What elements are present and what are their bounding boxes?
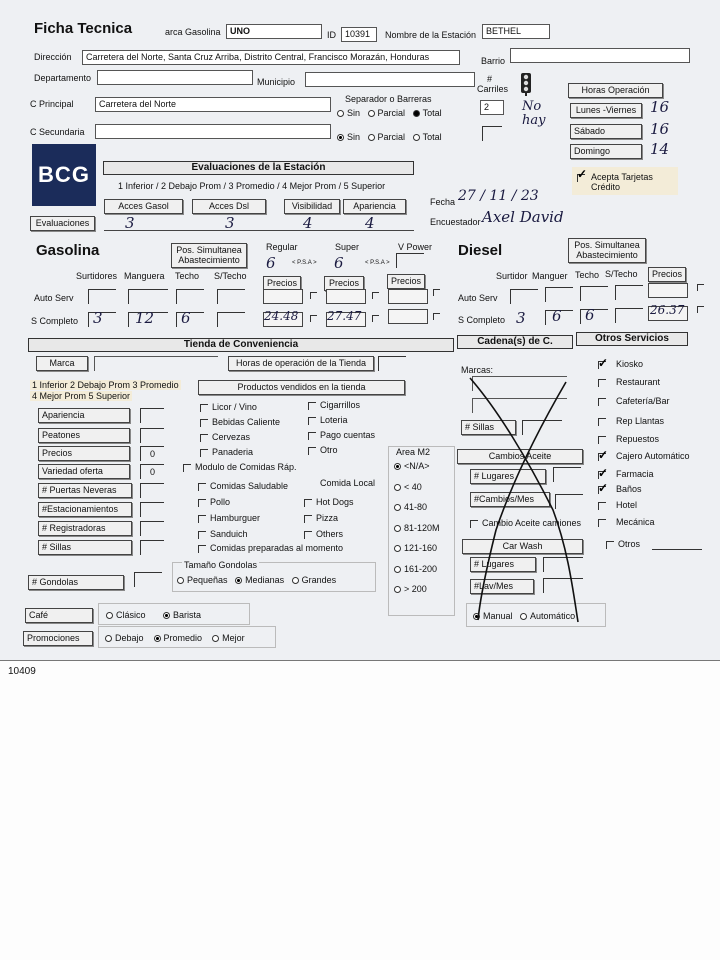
cadena-marcas-label: Marcas: — [461, 365, 494, 375]
area-option-label: 121-160 — [404, 543, 438, 553]
id-label: ID — [327, 30, 336, 40]
comida-local-label: Comida Local — [320, 478, 376, 488]
tienda-rating-value[interactable] — [140, 408, 164, 423]
carriles-hash: # — [487, 74, 493, 84]
promociones-label: Promociones — [23, 631, 93, 646]
otros-servicio[interactable]: Otros — [606, 539, 640, 549]
principal-label: C Principal — [30, 99, 74, 109]
comidas-modulo[interactable]: Modulo de Comidas Ráp. — [183, 462, 297, 472]
gas-auto-price-vpower[interactable] — [388, 289, 428, 304]
tienda-rating-label: Apariencia — [38, 408, 130, 423]
checkbox-icon[interactable] — [598, 453, 606, 461]
dsl-precios: Precios — [648, 267, 686, 282]
comidas-col2: Hot Dogs Pizza Others — [304, 494, 354, 542]
products-col2: Cigarrillos Loteria Pago cuentas Otro — [308, 398, 375, 458]
dsl-col-surtidor: Surtidor — [496, 271, 528, 281]
dsl-col-techo: Techo — [575, 270, 600, 280]
tienda-rating-value[interactable] — [140, 521, 164, 536]
gas-completo-1[interactable]: 3 — [93, 309, 103, 327]
area-radio-icon[interactable] — [394, 586, 401, 593]
dsl-completo-2[interactable]: 6 — [552, 307, 562, 325]
cafe-label: Café — [25, 608, 93, 623]
depto-label: Departamento — [34, 73, 92, 83]
id-field[interactable]: 10391 — [341, 27, 377, 42]
tienda-rating-label: # Puertas Neveras — [38, 483, 132, 498]
gas-completo-2[interactable]: 12 — [135, 309, 155, 327]
checkbox-icon[interactable] — [598, 436, 606, 444]
area-radio-icon[interactable] — [394, 463, 401, 470]
area-option[interactable] — [394, 461, 430, 471]
gas-auto-tick-2[interactable] — [372, 292, 379, 299]
gas-precios-super: Precios — [324, 276, 364, 291]
gas-completo-4-box[interactable] — [217, 312, 245, 327]
lav-mes-label: #Lav/Mes — [470, 579, 534, 594]
tienda-scale-1: 1 Inferior 2 Debajo Prom 3 Promedio — [32, 380, 179, 390]
checkbox-icon[interactable] — [598, 398, 606, 406]
area-radio-icon[interactable] — [394, 566, 401, 573]
cambios-aceite-button[interactable]: Cambios Aceite — [457, 449, 583, 464]
gondolas-box[interactable] — [134, 572, 162, 587]
servicios-title: Otros Servicios — [576, 332, 688, 346]
dsl-auto-4[interactable] — [615, 285, 643, 300]
comidas-preparadas[interactable]: Comidas preparadas al momento — [198, 543, 343, 553]
barrio-field[interactable] — [510, 48, 690, 63]
super-pos-value[interactable]: 6 — [334, 254, 344, 272]
gas-auto-tick-1[interactable] — [310, 292, 317, 299]
area-option-label: 41-80 — [404, 502, 428, 512]
tienda-rating-label: Precios — [38, 446, 130, 461]
tarjetas-checkbox[interactable]: ✓ Acepta Tarjetas Crédito — [577, 172, 677, 192]
municipio-field[interactable] — [305, 72, 475, 87]
gas-auto-1[interactable] — [88, 289, 116, 304]
tienda-rating-label: Peatones — [38, 428, 130, 443]
productos-button[interactable]: Productos vendidos en la tienda — [198, 380, 405, 395]
vpower-pos-box[interactable] — [396, 253, 424, 268]
servicio-label: Cajero Automático — [616, 451, 690, 461]
eval-value-4[interactable]: 4 — [365, 214, 375, 232]
carriles-field[interactable]: 2 — [480, 100, 504, 115]
gas-col-surtidores: Surtidores — [76, 271, 118, 281]
depto-field[interactable] — [97, 70, 253, 85]
servicio-label: Hotel — [616, 500, 638, 510]
regular-label: Regular — [266, 242, 298, 252]
fecha-label: Fecha — [430, 197, 456, 207]
checkbox-icon[interactable] — [598, 361, 606, 369]
regular-pos-value[interactable]: 6 — [266, 254, 276, 272]
area-option[interactable] — [394, 564, 437, 574]
carriles-label: Carriles — [477, 84, 509, 94]
page-title: Ficha Tecnica — [34, 20, 133, 37]
encuestador-label: Encuestador — [430, 217, 481, 227]
otros-line — [652, 549, 702, 550]
eval-underline — [104, 230, 414, 231]
dsl-auto-3[interactable] — [580, 286, 608, 301]
dsl-completo-price[interactable]: 26.37 — [650, 303, 685, 317]
gas-precios-vpower: Precios — [387, 274, 425, 289]
gas-auto-price-super[interactable] — [326, 289, 366, 304]
eval-value-3[interactable]: 4 — [303, 214, 313, 232]
area-option-label: 161-200 — [404, 563, 438, 574]
psa-1: < P.S.A > — [292, 260, 317, 266]
wash-lugares-label: # Lugares — [470, 557, 536, 572]
diesel-pos-simultanea: Pos. Simultanea Abastecimiento — [568, 238, 646, 263]
tienda-rating-label: # Sillas — [38, 540, 132, 555]
tienda-rating-value[interactable] — [140, 540, 164, 555]
cadena-title: Cadena(s) de C. — [457, 335, 573, 349]
servicio-item[interactable] — [598, 396, 670, 406]
estacion-field[interactable]: BETHEL — [482, 24, 550, 39]
separador-label: Separador o Barreras — [345, 94, 432, 104]
separador2-options[interactable]: Sin Parcial Total — [337, 132, 442, 142]
cadena-crossout — [458, 370, 598, 630]
domingo-label: Domingo — [570, 144, 642, 159]
barrio-label: Barrio — [481, 56, 506, 66]
eval-value-1[interactable]: 3 — [125, 214, 135, 232]
dsl-completo-tick[interactable] — [697, 306, 704, 313]
tienda-horas-button[interactable]: Horas de operación de la Tienda — [228, 356, 374, 371]
servicio-item[interactable] — [598, 359, 643, 369]
lunes-viernes-label: Lunes -Viernes — [570, 103, 642, 118]
secundaria-label: C Secundaria — [30, 127, 85, 137]
servicio-label: Baños — [616, 484, 642, 494]
dsl-auto-tick[interactable] — [697, 284, 704, 291]
gas-col-stecho: S/Techo — [214, 271, 247, 281]
wash-options[interactable]: Manual Automático — [473, 611, 575, 621]
promo-options[interactable]: Debajo Promedio Mejor — [105, 633, 245, 643]
tienda-scale-2: 4 Mejor Prom 5 Superior — [32, 391, 131, 401]
gondolas-label: # Gondolas — [28, 575, 124, 590]
dsl-completo-4-box[interactable] — [615, 308, 643, 323]
marca-field[interactable]: UNO — [226, 24, 322, 39]
gas-completo-price-regular[interactable]: 24.48 — [264, 309, 299, 323]
tienda-rating-value[interactable]: 0 — [140, 446, 164, 461]
checkbox-icon[interactable] — [598, 471, 606, 479]
checkbox-icon[interactable] — [598, 519, 606, 527]
acces-gasol-button[interactable]: Acces Gasol — [104, 199, 183, 214]
tamano-options[interactable]: Pequeñas Medianas Grandes — [177, 575, 336, 585]
gas-auto-price-regular[interactable] — [263, 289, 303, 304]
direccion-label: Dirección — [34, 52, 72, 62]
separador-options[interactable]: Sin Parcial Total — [337, 108, 442, 118]
tamano-title: Tamaño Gondolas — [184, 560, 258, 570]
principal-field[interactable]: Carretera del Norte — [95, 97, 331, 112]
servicio-item[interactable] — [598, 416, 664, 426]
area-option-label: > 200 — [404, 584, 427, 594]
dsl-auto-2[interactable] — [545, 287, 573, 302]
municipio-label: Municipio — [257, 77, 296, 87]
tienda-rating-label: # Registradoras — [38, 521, 132, 536]
gasolina-title: Gasolina — [36, 242, 100, 259]
servicio-label: Farmacia — [616, 469, 654, 479]
traffic-light-icon — [518, 72, 534, 96]
area-option-label: 81-120M — [404, 522, 440, 533]
footer-code: 10409 — [8, 666, 36, 677]
gas-col-techo: Techo — [175, 271, 200, 281]
servicio-label: Cafetería/Bar — [616, 396, 670, 406]
products-col1: Licor / Vino Bebidas Caliente Cervezas Panaderia — [200, 400, 280, 460]
checkbox-icon[interactable] — [598, 486, 606, 494]
gas-completo-3[interactable]: 6 — [181, 309, 191, 327]
tienda-title: Tienda de Conveniencia — [28, 338, 454, 352]
gas-auto-4[interactable] — [217, 289, 245, 304]
evaluaciones-title: Evaluaciones de la Estación — [103, 161, 414, 175]
tienda-marca-button[interactable]: Marca — [36, 356, 88, 371]
horas-operacion-button[interactable]: Horas Operación — [568, 83, 663, 98]
dsl-auto-1[interactable] — [510, 289, 538, 304]
area-option[interactable] — [394, 543, 437, 553]
evaluation-scale: 1 Inferior / 2 Debajo Prom / 3 Promedio / 4 Mejor Prom / 5 Superior — [118, 181, 386, 191]
domingo-value[interactable]: 14 — [650, 140, 670, 158]
gas-auto-tick-3[interactable] — [433, 289, 440, 296]
eval-value-2[interactable]: 3 — [225, 214, 235, 232]
marca-label: arca Gasolina — [165, 27, 221, 37]
super-label: Super — [335, 242, 360, 252]
area-title: Area M2 — [396, 447, 431, 457]
encuestador-value[interactable]: Axel David — [482, 208, 564, 226]
visibilidad-button[interactable]: Visibilidad — [284, 199, 340, 214]
area-option[interactable] — [394, 482, 422, 492]
tienda-rating-value[interactable] — [140, 428, 164, 443]
separador2-box[interactable] — [482, 126, 502, 141]
handwritten-note: No hay — [522, 99, 546, 128]
vpower-label: V Power — [398, 242, 433, 252]
sabado-label: Sábado — [570, 124, 642, 139]
footer-panel — [0, 660, 720, 960]
area-option-label: <N/A> — [404, 461, 430, 471]
area-radio-icon[interactable] — [394, 504, 401, 511]
gas-auto-serv-label: Auto Serv — [34, 293, 74, 303]
bcg-logo: BCG — [32, 144, 96, 206]
gas-completo-price-super[interactable]: 27.47 — [327, 309, 362, 323]
dsl-completo-1[interactable]: 3 — [516, 309, 526, 327]
gas-auto-2[interactable] — [128, 289, 168, 304]
estacion-label: Nombre de la Estación — [385, 30, 477, 40]
gas-completo-tick-2[interactable] — [372, 315, 379, 322]
aceite-lugares-label: # Lugares — [470, 469, 546, 484]
gas-completo-tick-1[interactable] — [310, 315, 317, 322]
tienda-horas-box[interactable] — [378, 356, 406, 371]
fecha-value[interactable]: 27 / 11 / 23 — [458, 188, 539, 204]
area-radio-icon[interactable] — [394, 484, 401, 491]
gas-auto-3[interactable] — [176, 289, 204, 304]
area-option-label: < 40 — [404, 481, 422, 492]
dsl-auto-price[interactable] — [648, 283, 688, 298]
tienda-rating-label: #Estacionamientos — [38, 502, 132, 517]
dsl-completo-label: S Completo — [458, 315, 506, 325]
gas-completo-label: S Completo — [31, 316, 79, 326]
servicio-label: Kiosko — [616, 359, 644, 369]
acces-dsl-button[interactable]: Acces Dsl — [192, 199, 266, 214]
gas-col-manguera: Manguera — [124, 271, 165, 281]
tienda-rating-value[interactable]: 0 — [140, 464, 164, 479]
checkbox-icon[interactable] — [598, 418, 606, 426]
checkbox-icon[interactable] — [598, 379, 606, 387]
dsl-col-manguer: Manguer — [532, 271, 568, 281]
cambios-mes-label: #Cambios/Mes — [470, 492, 550, 507]
gas-completo-tick-3[interactable] — [433, 313, 440, 320]
area-option[interactable] — [394, 502, 427, 512]
dsl-auto-serv-label: Auto Serv — [458, 293, 498, 303]
area-radio-icon[interactable] — [394, 545, 401, 552]
servicio-label: Restaurant — [616, 377, 661, 387]
apariencia-button[interactable]: Apariencia — [343, 199, 406, 214]
checkbox-icon[interactable] — [598, 502, 606, 510]
tienda-marca-field[interactable] — [94, 356, 218, 371]
servicio-label: Mecánica — [616, 517, 655, 527]
evaluaciones-label: Evaluaciones — [30, 216, 95, 231]
dsl-completo-3[interactable]: 6 — [585, 306, 595, 324]
servicio-label: Rep Llantas — [616, 416, 665, 426]
servicio-item[interactable] — [598, 500, 637, 510]
direccion-field[interactable]: Carretera del Norte, Santa Cruz Arriba, Distrito Central, Francisco Morazán, Honduras — [82, 50, 460, 65]
diesel-title: Diesel — [458, 242, 503, 259]
dsl-col-stecho: S/Techo — [605, 269, 638, 279]
tienda-rating-label: Variedad oferta — [38, 464, 130, 479]
servicio-item[interactable] — [598, 469, 654, 479]
psa-2: < P.S.A > — [365, 260, 390, 266]
cadena-sillas-label: # Sillas — [461, 420, 516, 435]
car-wash-button[interactable]: Car Wash — [462, 539, 583, 554]
comidas-col1: Comidas Saludable Pollo Hamburguer Sanduich — [198, 478, 288, 542]
area-option[interactable] — [394, 584, 427, 594]
servicio-item[interactable] — [598, 451, 690, 461]
servicio-item[interactable] — [598, 434, 659, 444]
area-radio-icon[interactable] — [394, 525, 401, 532]
area-option[interactable] — [394, 523, 440, 533]
gas-completo-price-vpower[interactable] — [388, 309, 428, 324]
servicio-item[interactable] — [598, 517, 655, 527]
cafe-options[interactable]: Clásico Barista — [106, 610, 201, 620]
gas-precios-regular: Precios — [263, 276, 301, 291]
sabado-value[interactable]: 16 — [650, 120, 670, 138]
cambio-camiones[interactable]: Cambio Aceite camiones — [470, 518, 581, 528]
secundaria-field[interactable] — [95, 124, 331, 139]
servicio-item[interactable] — [598, 377, 660, 387]
tienda-rating-value[interactable] — [140, 483, 164, 498]
tienda-rating-value[interactable] — [140, 502, 164, 517]
gas-pos-simultanea: Pos. Simultanea Abastecimiento — [171, 243, 247, 268]
lunes-viernes-value[interactable]: 16 — [650, 98, 670, 116]
servicio-label: Repuestos — [616, 434, 660, 444]
servicio-item[interactable] — [598, 484, 642, 494]
